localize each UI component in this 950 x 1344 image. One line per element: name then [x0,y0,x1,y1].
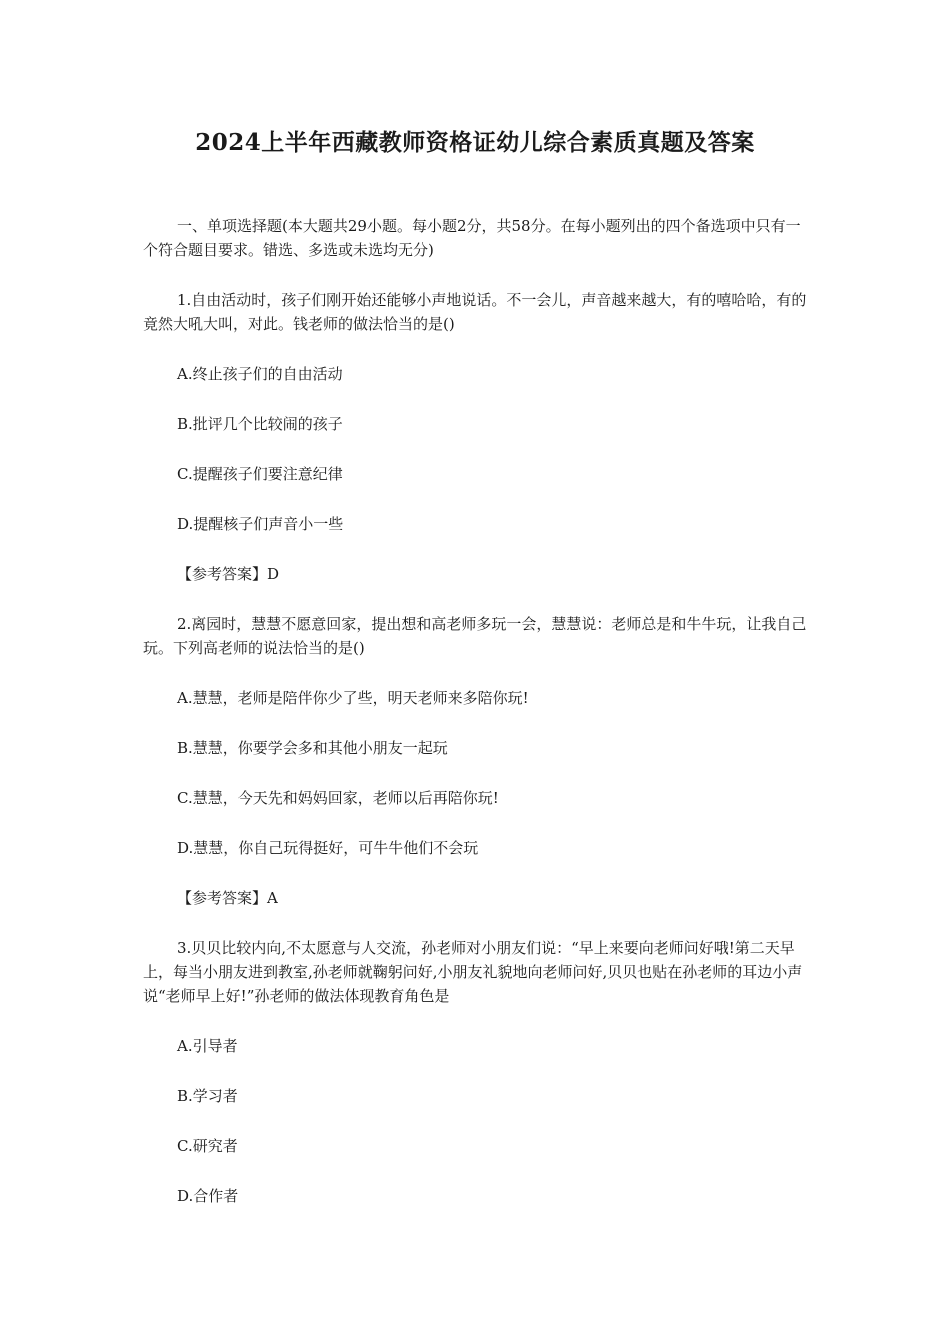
option-b: B.批评几个比较闹的孩子 [177,415,343,433]
question-2 [143,612,807,910]
option-a: A.慧慧，老师是陪伴你少了些，明天老师来多陪你玩! [177,689,529,707]
option-a: A.引导者 [177,1037,238,1055]
option-c: C.研究者 [177,1137,238,1155]
option-d: D.合作者 [177,1187,239,1205]
option-d: D.提醒核子们声音小一些 [177,515,344,533]
option-c: C.提醒孩子们要注意纪律 [177,465,343,483]
option-d: D.慧慧，你自己玩得挺好，可牛牛他们不会玩 [177,839,479,857]
question-stem: 1.自由活动时，孩子们刚开始还能够小声地说话。不一会儿，声音越来越大，有的嘻哈哈，有的竟然大吼大叫，对此。钱老师的做法恰当的是() [143,291,807,333]
document-body [143,214,807,1208]
option-b: B.学习者 [177,1087,238,1105]
question-3 [143,936,807,1208]
document-title: 2024上半年西藏教师资格证幼儿综合素质真题及答案 [195,129,755,156]
answer-label: 【参考答案】D [177,565,280,583]
section-intro: 一、单项选择题(本大题共29小题。每小题2分，共58分。在每小题列出的四个备选项中只有一个符合题目要求。错选、多选或未选均无分) [143,217,801,259]
question-stem: 2.离园时，慧慧不愿意回家，提出想和高老师多玩一会，慧慧说：老师总是和牛牛玩，让我自己玩。下列高老师的说法恰当的是() [143,615,807,657]
question-1 [143,288,807,586]
question-stem: 3.贝贝比较内向,不太愿意与人交流，孙老师对小朋友们说：“早上来要向老师问好哦!第二天早上，每当小朋友进到教室,孙老师就鞠躬问好,小朋友礼貌地向老师问好,贝贝也贴在孙老师的耳边小声说“老师早上好!”孙老师的做法体现教育角色是 [143,939,803,1005]
answer-label: 【参考答案】A [177,889,278,907]
option-b: B.慧慧，你要学会多和其他小朋友一起玩 [177,739,448,757]
option-a: A.终止孩子们的自由活动 [177,365,343,383]
option-c: C.慧慧，今天先和妈妈回家，老师以后再陪你玩! [177,789,499,807]
